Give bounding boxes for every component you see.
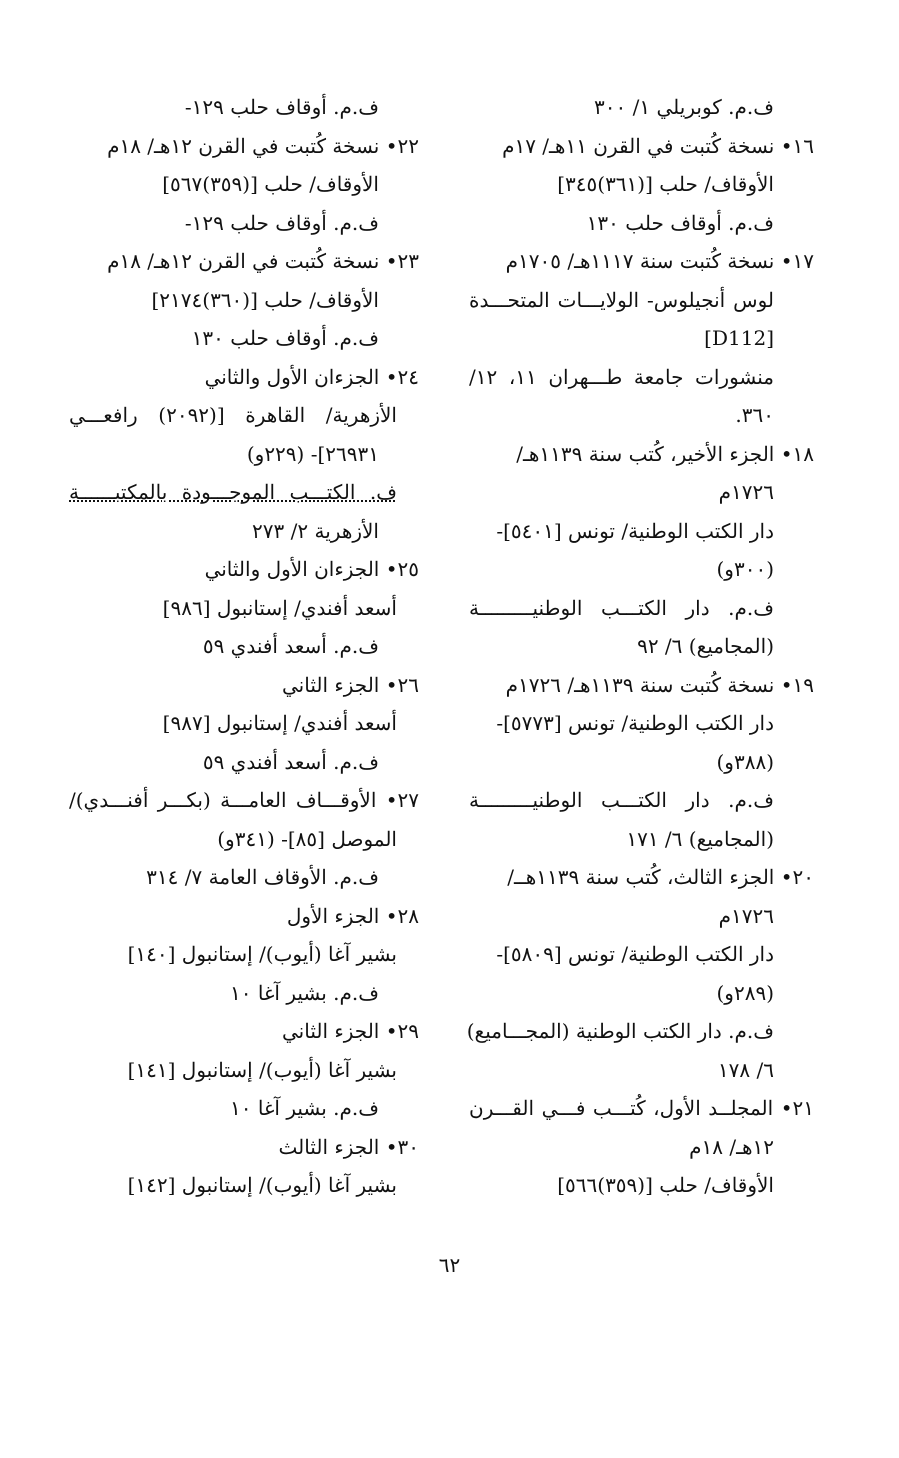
right-column-line: ٣٦٠. (735, 403, 774, 427)
left-column-line: ٢٣• نسخة كُتبت في القرن ١٢هـ/ ١٨م (107, 249, 419, 273)
right-column-line: ف.م. أوقاف حلب ١٣٠ (586, 210, 774, 235)
left-column-line: ٢٨• الجزء الأول (286, 903, 419, 928)
right-column-line: ١٦• نسخة كُتبت في القرن ١١هـ/ ١٧م (502, 133, 814, 158)
right-column-line: دار الكتب الوطنية/ تونس [٥٤٠١]- (496, 518, 774, 543)
right-column-line: ١٨• الجزء الأخير، كُتب سنة ١١٣٩هـ/ (516, 441, 814, 466)
left-column-line: بشير آغا (أيوب)/ إستانبول [١٤١] (127, 1057, 397, 1082)
right-column-line: ف.م. دار الكتب الوطنية (المجـــاميع) (466, 1019, 774, 1043)
right-column-line: ١٧٢٦م (718, 480, 774, 504)
right-column-line: ٢١• المجلــد الأول، كُتـــب فـــي القـــرن (469, 1096, 814, 1120)
left-column-line: ف.م. الأوقاف العامة ٧/ ٣١٤ (146, 865, 379, 889)
left-column-line: ٢٧• الأوقـــاف العامـــة (بكـــر أفنـــدي)/ (69, 788, 419, 812)
right-column-line: (٢٨٩و) (716, 980, 774, 1005)
right-column-line: دار الكتب الوطنية/ تونس [٥٨٠٩]- (496, 942, 774, 966)
right-column-line: (المجاميع) ٦/ ١٧١ (626, 826, 774, 851)
left-column-line: ٢٤• الجزءان الأول والثاني (204, 364, 419, 389)
right-column-line: (٣٨٨و) (716, 749, 774, 774)
right-column-line: ف.م. دار الكتـــب الوطنيـــــــــة (469, 595, 774, 620)
left-column-line: ٢٦٩٣١]- (٢٢٩و) (246, 441, 379, 466)
left-column-line: ف.م. أوقاف حلب ١٢٩- (184, 95, 379, 119)
right-column-line: ١٩• نسخة كُتبت سنة ١١٣٩هـ/ ١٧٢٦م (505, 672, 814, 697)
right-column-line: (٣٠٠و) (716, 557, 774, 581)
right-column-line: الأوقاف/ حلب [(٣٦١)٣٤٥] (557, 172, 774, 196)
left-column-line: ف.م. أوقاف حلب ١٢٩- (184, 210, 379, 235)
left-column-line: أسعد أفندي/ إستانبول [٩٨٧] (162, 711, 397, 735)
left-column-line: أسعد أفندي/ إستانبول [٩٨٦] (162, 595, 397, 620)
left-column-line: الأوقاف/ حلب [(٣٦٠)٢١٧٤] (151, 287, 379, 312)
left-column-line: الأزهرية/ القاهرة [(٢٠٩٢) رافعـــي (69, 403, 397, 427)
left-column-line: بشير آغا (أيوب)/ إستانبول [١٤٢] (127, 1173, 397, 1197)
left-column-line: ف. الكتـــب الموجـــودة بالمكتبــــــة (69, 480, 397, 504)
right-column-line: ١٢هـ/ ١٨م (689, 1134, 774, 1159)
right-column-line: (المجاميع) ٦/ ٩٢ (637, 634, 774, 658)
right-column-line: الأوقاف/ حلب [(٣٥٩)٥٦٦] (557, 1173, 774, 1197)
right-column-line: ف.م. كوبريلي ١/ ٣٠٠ (594, 95, 774, 119)
right-column-line: منشورات جامعة طـــهران ١١، ١٢/ (469, 364, 775, 389)
right-column-line: دار الكتب الوطنية/ تونس [٥٧٧٣]- (496, 711, 774, 735)
right-column-line: ٢٠• الجزء الثالث، كُتب سنة ١١٣٩هــ/ (507, 865, 814, 889)
left-column-line: ف.م. أوقاف حلب ١٣٠ (191, 326, 379, 350)
right-column-line: ف.م. دار الكتـــب الوطنيـــــــــة (469, 788, 774, 812)
right-column-line: ١٧• نسخة كُتبت سنة ١١١٧هـ/ ١٧٠٥م (505, 249, 814, 273)
left-column-line: بشير آغا (أيوب)/ إستانبول [١٤٠] (127, 942, 397, 966)
left-column-line: الأزهرية ٢/ ٢٧٣ (252, 518, 379, 543)
left-column-line: ٢٥• الجزءان الأول والثاني (204, 557, 419, 581)
page-number: ٦٢ (438, 1253, 461, 1277)
left-column (69, 88, 419, 1205)
left-column-line: ف.م. أسعد أفندي ٥٩ (202, 634, 379, 658)
left-column-line: الموصل [٨٥]- (٣٤١و) (217, 826, 397, 851)
left-column-line: ف.م. بشير آغا ١٠ (230, 980, 379, 1005)
right-column-line: لوس أنجيلوس- الولايـــات المتحـــدة (469, 287, 774, 312)
right-column-line: [D112] (704, 326, 774, 350)
right-column-line: ١٧٢٦م (718, 903, 774, 928)
left-column-line: ٢٩• الجزء الثاني (281, 1019, 419, 1043)
left-column-line: ٢٢• نسخة كُتبت في القرن ١٢هـ/ ١٨م (107, 133, 419, 158)
left-column-line: ف.م. بشير آغا ١٠ (230, 1096, 379, 1120)
left-column-line: ٣٠• الجزء الثالث (278, 1134, 419, 1159)
left-column-line: الأوقاف/ حلب [(٣٥٩)٥٦٧] (162, 172, 379, 196)
left-column-line: ٢٦• الجزء الثاني (281, 672, 419, 697)
left-column-line: ف.م. أسعد أفندي ٥٩ (202, 749, 379, 774)
right-column-line: ٦/ ١٧٨ (717, 1057, 774, 1082)
right-column (466, 88, 814, 1205)
